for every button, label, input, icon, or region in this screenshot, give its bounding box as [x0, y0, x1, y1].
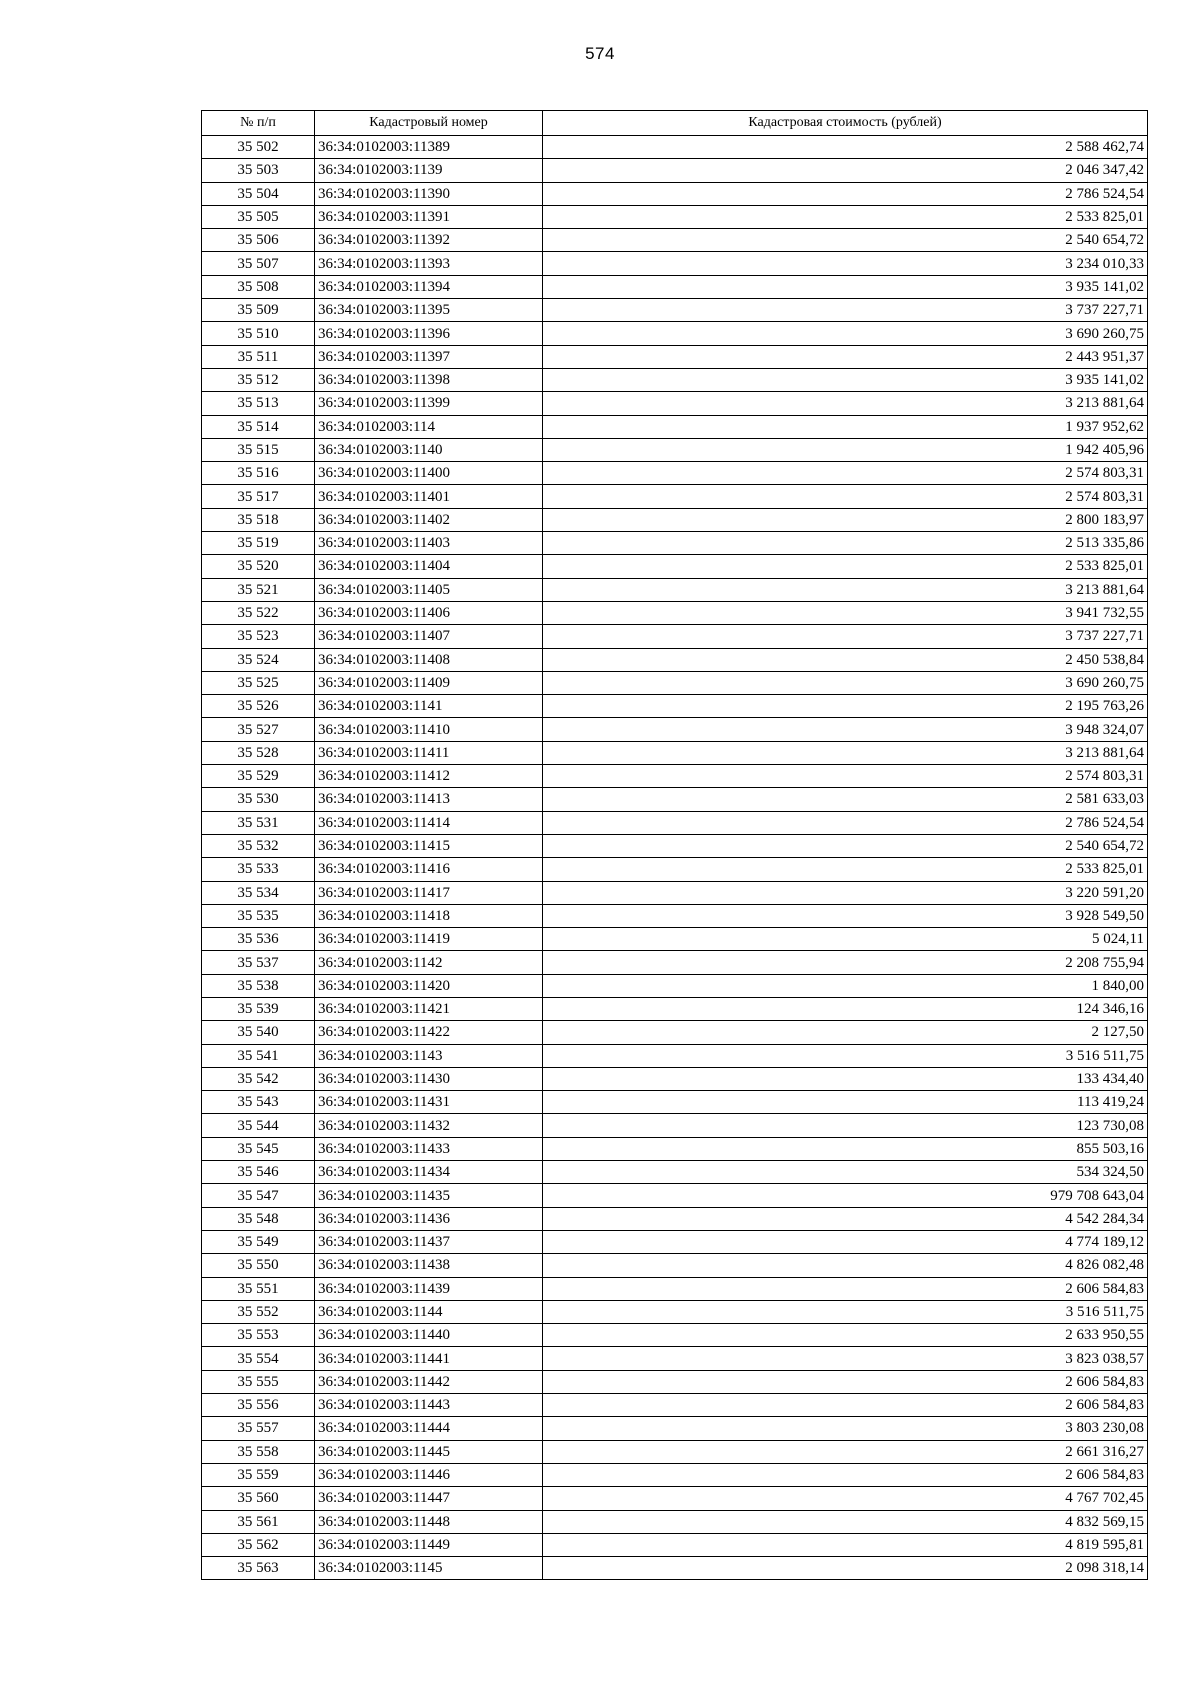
table-row	[202, 1184, 1148, 1207]
table-row	[202, 252, 1148, 275]
table-row	[202, 997, 1148, 1020]
cell-cadastral-number: 36:34:0102003:11433	[315, 1137, 543, 1160]
cell-cadastral-number: 36:34:0102003:11416	[315, 858, 543, 881]
cell-number: 35 540	[202, 1021, 315, 1044]
cell-number: 35 546	[202, 1161, 315, 1184]
table-row	[202, 205, 1148, 228]
cell-number: 35 533	[202, 858, 315, 881]
cell-cadastral-number: 36:34:0102003:11446	[315, 1463, 543, 1486]
cell-number: 35 559	[202, 1463, 315, 1486]
cell-cadastral-number: 36:34:0102003:11410	[315, 718, 543, 741]
cell-cadastral-number: 36:34:0102003:11417	[315, 881, 543, 904]
cell-cadastral-number: 36:34:0102003:11414	[315, 811, 543, 834]
cell-cadastral-number: 36:34:0102003:11422	[315, 1021, 543, 1044]
cell-number: 35 562	[202, 1533, 315, 1556]
cell-cadastral-number: 36:34:0102003:11413	[315, 788, 543, 811]
cell-cadastral-number: 36:34:0102003:11431	[315, 1091, 543, 1114]
cell-cadastral-value: 2 533 825,01	[543, 555, 1148, 578]
cell-cadastral-number: 36:34:0102003:11393	[315, 252, 543, 275]
cell-cadastral-number: 36:34:0102003:11407	[315, 625, 543, 648]
table-row	[202, 671, 1148, 694]
cell-cadastral-value: 2 046 347,42	[543, 159, 1148, 182]
cell-cadastral-value: 3 690 260,75	[543, 671, 1148, 694]
cell-number: 35 514	[202, 415, 315, 438]
cell-number: 35 563	[202, 1557, 315, 1580]
table-row	[202, 834, 1148, 857]
table-row	[202, 1463, 1148, 1486]
cell-cadastral-number: 36:34:0102003:11440	[315, 1324, 543, 1347]
cell-cadastral-number: 36:34:0102003:11435	[315, 1184, 543, 1207]
cell-number: 35 527	[202, 718, 315, 741]
cell-cadastral-value: 2 800 183,97	[543, 508, 1148, 531]
cell-cadastral-number: 36:34:0102003:11441	[315, 1347, 543, 1370]
cell-cadastral-value: 2 581 633,03	[543, 788, 1148, 811]
cell-cadastral-number: 36:34:0102003:11409	[315, 671, 543, 694]
cell-number: 35 516	[202, 462, 315, 485]
table-row	[202, 299, 1148, 322]
cell-cadastral-value: 2 606 584,83	[543, 1277, 1148, 1300]
cell-cadastral-value: 855 503,16	[543, 1137, 1148, 1160]
cell-cadastral-value: 3 941 732,55	[543, 601, 1148, 624]
table-row	[202, 788, 1148, 811]
cell-cadastral-value: 4 819 595,81	[543, 1533, 1148, 1556]
table-row	[202, 462, 1148, 485]
table-row	[202, 1557, 1148, 1580]
cell-cadastral-value: 3 823 038,57	[543, 1347, 1148, 1370]
cell-cadastral-value: 2 606 584,83	[543, 1463, 1148, 1486]
table-row	[202, 1137, 1148, 1160]
cell-cadastral-value: 2 098 318,14	[543, 1557, 1148, 1580]
table-row	[202, 695, 1148, 718]
table-row	[202, 881, 1148, 904]
table-row	[202, 1021, 1148, 1044]
cell-cadastral-value: 2 533 825,01	[543, 858, 1148, 881]
table-row	[202, 532, 1148, 555]
cell-cadastral-number: 36:34:0102003:11436	[315, 1207, 543, 1230]
table-row	[202, 345, 1148, 368]
cell-cadastral-value: 2 195 763,26	[543, 695, 1148, 718]
cell-cadastral-value: 4 774 189,12	[543, 1230, 1148, 1253]
table-row	[202, 485, 1148, 508]
cell-number: 35 548	[202, 1207, 315, 1230]
cell-cadastral-value: 2 606 584,83	[543, 1370, 1148, 1393]
cell-cadastral-value: 2 208 755,94	[543, 951, 1148, 974]
cell-number: 35 503	[202, 159, 315, 182]
cadastral-value-table	[201, 110, 1148, 1580]
table-row	[202, 322, 1148, 345]
cell-number: 35 504	[202, 182, 315, 205]
cell-cadastral-value: 1 840,00	[543, 974, 1148, 997]
table-row	[202, 1044, 1148, 1067]
table-row	[202, 601, 1148, 624]
table-row	[202, 765, 1148, 788]
cell-cadastral-value: 133 434,40	[543, 1067, 1148, 1090]
cell-cadastral-value: 3 948 324,07	[543, 718, 1148, 741]
cell-number: 35 553	[202, 1324, 315, 1347]
table-row	[202, 1161, 1148, 1184]
cell-cadastral-value: 4 767 702,45	[543, 1487, 1148, 1510]
cell-cadastral-value: 3 935 141,02	[543, 275, 1148, 298]
cell-cadastral-value: 2 588 462,74	[543, 136, 1148, 159]
table-row	[202, 904, 1148, 927]
cell-number: 35 555	[202, 1370, 315, 1393]
cell-number: 35 538	[202, 974, 315, 997]
cell-cadastral-number: 36:34:0102003:11449	[315, 1533, 543, 1556]
cell-number: 35 510	[202, 322, 315, 345]
cell-cadastral-number: 36:34:0102003:11391	[315, 205, 543, 228]
cell-cadastral-number: 36:34:0102003:11406	[315, 601, 543, 624]
cell-number: 35 558	[202, 1440, 315, 1463]
cell-cadastral-value: 3 234 010,33	[543, 252, 1148, 275]
cell-cadastral-number: 36:34:0102003:11411	[315, 741, 543, 764]
cell-number: 35 542	[202, 1067, 315, 1090]
cell-cadastral-number: 36:34:0102003:11392	[315, 229, 543, 252]
cell-cadastral-value: 124 346,16	[543, 997, 1148, 1020]
cell-cadastral-number: 36:34:0102003:11434	[315, 1161, 543, 1184]
cell-cadastral-value: 3 803 230,08	[543, 1417, 1148, 1440]
cell-number: 35 536	[202, 928, 315, 951]
cell-number: 35 505	[202, 205, 315, 228]
cell-number: 35 529	[202, 765, 315, 788]
cell-cadastral-number: 36:34:0102003:11389	[315, 136, 543, 159]
column-header-cadastral-value: Кадастровая стоимость (рублей)	[543, 111, 1148, 136]
cell-cadastral-value: 2 574 803,31	[543, 485, 1148, 508]
table-row	[202, 718, 1148, 741]
cell-number: 35 550	[202, 1254, 315, 1277]
column-header-cadastral-number: Кадастровый номер	[315, 111, 543, 136]
table-row	[202, 1347, 1148, 1370]
cell-number: 35 539	[202, 997, 315, 1020]
cell-number: 35 551	[202, 1277, 315, 1300]
cell-cadastral-number: 36:34:0102003:11420	[315, 974, 543, 997]
cell-cadastral-value: 2 533 825,01	[543, 205, 1148, 228]
cell-cadastral-value: 2 574 803,31	[543, 462, 1148, 485]
cell-cadastral-value: 3 690 260,75	[543, 322, 1148, 345]
table-row	[202, 1417, 1148, 1440]
cell-cadastral-number: 36:34:0102003:11419	[315, 928, 543, 951]
cell-cadastral-number: 36:34:0102003:11395	[315, 299, 543, 322]
cell-cadastral-number: 36:34:0102003:11421	[315, 997, 543, 1020]
cell-number: 35 524	[202, 648, 315, 671]
cell-cadastral-number: 36:34:0102003:11443	[315, 1394, 543, 1417]
cell-number: 35 557	[202, 1417, 315, 1440]
cell-cadastral-number: 36:34:0102003:11403	[315, 532, 543, 555]
cell-number: 35 525	[202, 671, 315, 694]
cell-number: 35 521	[202, 578, 315, 601]
cell-number: 35 549	[202, 1230, 315, 1253]
cell-number: 35 561	[202, 1510, 315, 1533]
cell-cadastral-number: 36:34:0102003:11447	[315, 1487, 543, 1510]
cell-number: 35 530	[202, 788, 315, 811]
cell-cadastral-number: 36:34:0102003:1143	[315, 1044, 543, 1067]
cell-cadastral-value: 3 220 591,20	[543, 881, 1148, 904]
cell-cadastral-number: 36:34:0102003:11444	[315, 1417, 543, 1440]
cell-cadastral-number: 36:34:0102003:1141	[315, 695, 543, 718]
cell-cadastral-number: 36:34:0102003:11394	[315, 275, 543, 298]
cell-cadastral-number: 36:34:0102003:1144	[315, 1300, 543, 1323]
table-row	[202, 182, 1148, 205]
cell-number: 35 534	[202, 881, 315, 904]
cell-cadastral-value: 1 937 952,62	[543, 415, 1148, 438]
cell-cadastral-value: 2 450 538,84	[543, 648, 1148, 671]
table-row	[202, 951, 1148, 974]
cell-number: 35 526	[202, 695, 315, 718]
cell-cadastral-number: 36:34:0102003:11405	[315, 578, 543, 601]
table-row	[202, 1230, 1148, 1253]
cell-cadastral-number: 36:34:0102003:1145	[315, 1557, 543, 1580]
cell-number: 35 532	[202, 834, 315, 857]
cell-cadastral-value: 4 826 082,48	[543, 1254, 1148, 1277]
cell-cadastral-value: 113 419,24	[543, 1091, 1148, 1114]
cell-cadastral-value: 5 024,11	[543, 928, 1148, 951]
cell-number: 35 519	[202, 532, 315, 555]
cell-cadastral-value: 123 730,08	[543, 1114, 1148, 1137]
cell-number: 35 554	[202, 1347, 315, 1370]
cell-cadastral-number: 36:34:0102003:114	[315, 415, 543, 438]
cell-cadastral-number: 36:34:0102003:11448	[315, 1510, 543, 1533]
cell-number: 35 541	[202, 1044, 315, 1067]
cell-number: 35 547	[202, 1184, 315, 1207]
cell-cadastral-value: 4 542 284,34	[543, 1207, 1148, 1230]
cell-number: 35 523	[202, 625, 315, 648]
table-row	[202, 1324, 1148, 1347]
cell-cadastral-number: 36:34:0102003:11418	[315, 904, 543, 927]
cell-cadastral-value: 979 708 643,04	[543, 1184, 1148, 1207]
cell-cadastral-value: 2 606 584,83	[543, 1394, 1148, 1417]
cell-number: 35 543	[202, 1091, 315, 1114]
cell-cadastral-number: 36:34:0102003:11412	[315, 765, 543, 788]
table-row	[202, 438, 1148, 461]
table-row	[202, 392, 1148, 415]
cell-cadastral-number: 36:34:0102003:11415	[315, 834, 543, 857]
cell-cadastral-value: 2 574 803,31	[543, 765, 1148, 788]
cell-number: 35 509	[202, 299, 315, 322]
table-row	[202, 858, 1148, 881]
table-row	[202, 1114, 1148, 1137]
table-row	[202, 1254, 1148, 1277]
cell-cadastral-value: 3 516 511,75	[543, 1044, 1148, 1067]
table-row	[202, 1440, 1148, 1463]
table-row	[202, 648, 1148, 671]
cell-number: 35 508	[202, 275, 315, 298]
cell-number: 35 544	[202, 1114, 315, 1137]
cell-cadastral-value: 2 443 951,37	[543, 345, 1148, 368]
table-row	[202, 625, 1148, 648]
cell-cadastral-number: 36:34:0102003:11401	[315, 485, 543, 508]
cell-cadastral-number: 36:34:0102003:11408	[315, 648, 543, 671]
table-row	[202, 1300, 1148, 1323]
cell-number: 35 528	[202, 741, 315, 764]
table-row	[202, 1207, 1148, 1230]
table-row	[202, 1510, 1148, 1533]
cell-number: 35 506	[202, 229, 315, 252]
cell-number: 35 517	[202, 485, 315, 508]
cell-cadastral-number: 36:34:0102003:11442	[315, 1370, 543, 1393]
cell-number: 35 507	[202, 252, 315, 275]
cell-number: 35 513	[202, 392, 315, 415]
cell-cadastral-value: 2 540 654,72	[543, 834, 1148, 857]
cell-cadastral-number: 36:34:0102003:11396	[315, 322, 543, 345]
table-row	[202, 136, 1148, 159]
cell-cadastral-value: 3 213 881,64	[543, 392, 1148, 415]
cell-cadastral-value: 4 832 569,15	[543, 1510, 1148, 1533]
cell-number: 35 518	[202, 508, 315, 531]
cell-cadastral-number: 36:34:0102003:1142	[315, 951, 543, 974]
cell-cadastral-value: 2 786 524,54	[543, 811, 1148, 834]
cell-cadastral-number: 36:34:0102003:11404	[315, 555, 543, 578]
cell-cadastral-number: 36:34:0102003:11402	[315, 508, 543, 531]
cell-cadastral-number: 36:34:0102003:11439	[315, 1277, 543, 1300]
cell-cadastral-number: 36:34:0102003:11399	[315, 392, 543, 415]
table-row	[202, 928, 1148, 951]
cell-cadastral-number: 36:34:0102003:11437	[315, 1230, 543, 1253]
cell-number: 35 531	[202, 811, 315, 834]
cell-cadastral-value: 3 737 227,71	[543, 625, 1148, 648]
cell-number: 35 515	[202, 438, 315, 461]
cell-number: 35 512	[202, 368, 315, 391]
cell-number: 35 535	[202, 904, 315, 927]
cell-cadastral-value: 2 633 950,55	[543, 1324, 1148, 1347]
table-row	[202, 811, 1148, 834]
cell-number: 35 560	[202, 1487, 315, 1510]
cell-number: 35 552	[202, 1300, 315, 1323]
table-row	[202, 1533, 1148, 1556]
table-row	[202, 1067, 1148, 1090]
cell-cadastral-value: 3 737 227,71	[543, 299, 1148, 322]
cell-cadastral-number: 36:34:0102003:11438	[315, 1254, 543, 1277]
table-row	[202, 974, 1148, 997]
table-row	[202, 741, 1148, 764]
cell-cadastral-value: 1 942 405,96	[543, 438, 1148, 461]
cell-cadastral-value: 2 540 654,72	[543, 229, 1148, 252]
cell-cadastral-value: 2 786 524,54	[543, 182, 1148, 205]
cell-cadastral-value: 3 928 549,50	[543, 904, 1148, 927]
table-header	[202, 111, 1148, 136]
table-row	[202, 1370, 1148, 1393]
cell-cadastral-value: 3 213 881,64	[543, 578, 1148, 601]
cell-cadastral-value: 2 661 316,27	[543, 1440, 1148, 1463]
table-row	[202, 1487, 1148, 1510]
cell-number: 35 502	[202, 136, 315, 159]
table-row	[202, 555, 1148, 578]
cell-cadastral-number: 36:34:0102003:11397	[315, 345, 543, 368]
cell-cadastral-number: 36:34:0102003:11400	[315, 462, 543, 485]
cell-cadastral-value: 3 213 881,64	[543, 741, 1148, 764]
cell-cadastral-value: 2 127,50	[543, 1021, 1148, 1044]
table-row	[202, 1277, 1148, 1300]
table-row	[202, 578, 1148, 601]
table-header-row	[202, 111, 1148, 136]
cell-cadastral-number: 36:34:0102003:1140	[315, 438, 543, 461]
cell-cadastral-value: 534 324,50	[543, 1161, 1148, 1184]
table-row	[202, 1394, 1148, 1417]
cell-cadastral-number: 36:34:0102003:11390	[315, 182, 543, 205]
table-row	[202, 508, 1148, 531]
table-row	[202, 275, 1148, 298]
cell-cadastral-value: 3 935 141,02	[543, 368, 1148, 391]
cell-cadastral-number: 36:34:0102003:11445	[315, 1440, 543, 1463]
table-body	[202, 136, 1148, 1580]
cell-number: 35 556	[202, 1394, 315, 1417]
cell-number: 35 511	[202, 345, 315, 368]
cell-number: 35 522	[202, 601, 315, 624]
cell-cadastral-number: 36:34:0102003:11430	[315, 1067, 543, 1090]
cell-cadastral-number: 36:34:0102003:11398	[315, 368, 543, 391]
cell-number: 35 537	[202, 951, 315, 974]
table-row	[202, 229, 1148, 252]
table-row	[202, 159, 1148, 182]
cell-cadastral-value: 2 513 335,86	[543, 532, 1148, 555]
cell-cadastral-value: 3 516 511,75	[543, 1300, 1148, 1323]
column-header-number: № п/п	[202, 111, 315, 136]
cell-cadastral-number: 36:34:0102003:11432	[315, 1114, 543, 1137]
cell-cadastral-number: 36:34:0102003:1139	[315, 159, 543, 182]
cell-number: 35 545	[202, 1137, 315, 1160]
cell-number: 35 520	[202, 555, 315, 578]
table-row	[202, 368, 1148, 391]
table-row	[202, 415, 1148, 438]
table-row	[202, 1091, 1148, 1114]
page-number: 574	[585, 44, 615, 63]
